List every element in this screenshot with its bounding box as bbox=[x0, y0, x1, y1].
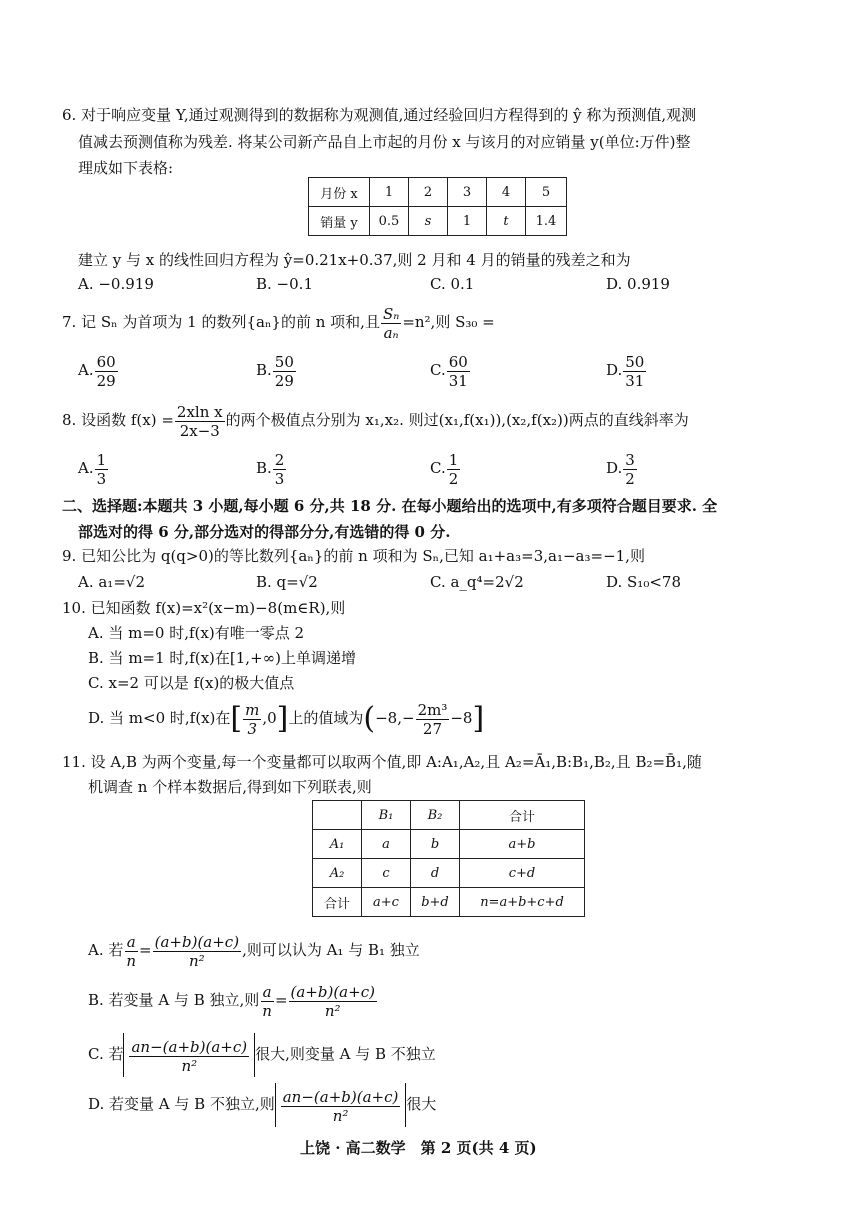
q8-frac-den: 2x−3 bbox=[179, 421, 220, 440]
q6-option-d: D. 0.919 bbox=[606, 275, 670, 293]
table-cell: B₁ bbox=[362, 801, 411, 830]
table-cell: 1 bbox=[370, 178, 409, 207]
q6-line1: 6. 对于响应变量 Y,通过观测得到的数据称为观测值,通过经验回归方程得到的 ŷ 称为预测值,观测 bbox=[62, 106, 697, 124]
q11-option-c bbox=[88, 1032, 436, 1077]
q11-d-text: D. 若变量 A 与 B 不独立,则 bbox=[88, 1095, 275, 1113]
q8-frac-num: 2xln x bbox=[176, 402, 223, 421]
table-cell: 2 bbox=[409, 178, 448, 207]
frac-den: 31 bbox=[448, 371, 468, 390]
option-label: A. bbox=[78, 459, 94, 477]
option-label: B. bbox=[256, 361, 272, 379]
option-label: A. bbox=[78, 361, 94, 379]
table-cell: c bbox=[362, 859, 411, 888]
q11-c-text: C. 若 bbox=[88, 1045, 124, 1063]
q11-c-text: 很大,则变量 A 与 B 不独立 bbox=[255, 1045, 436, 1063]
frac-num: 60 bbox=[96, 352, 116, 371]
frac-den: n bbox=[126, 951, 137, 970]
q7-frac-den: aₙ bbox=[383, 323, 399, 342]
q6-line2: 值减去预测值称为残差. 将某公司新产品自上市起的月份 x 与该月的对应销量 y(单位:万件)整 bbox=[78, 133, 691, 151]
q7-frac-num: Sₙ bbox=[382, 304, 400, 323]
frac-den: 3 bbox=[96, 469, 107, 488]
table-cell: 月份 x bbox=[309, 178, 370, 207]
q11-d-text: 很大 bbox=[406, 1095, 437, 1113]
table-cell: n=a+b+c+d bbox=[460, 888, 585, 917]
table-cell: 4 bbox=[487, 178, 526, 207]
frac-num: an−(a+b)(a+c) bbox=[282, 1087, 399, 1106]
q8-option-c bbox=[430, 448, 461, 488]
frac-num: 2 bbox=[274, 450, 285, 469]
table-cell: B₂ bbox=[411, 801, 460, 830]
table-row bbox=[309, 207, 567, 236]
q8-text-a: 8. 设函数 f(x) = bbox=[62, 411, 174, 429]
frac-num: a bbox=[262, 982, 272, 1001]
table-cell bbox=[313, 801, 362, 830]
q10-option-c: C. x=2 可以是 f(x)的极大值点 bbox=[88, 674, 295, 692]
q6-option-a: A. −0.919 bbox=[78, 275, 154, 293]
option-label: B. bbox=[256, 459, 272, 477]
equals-sign: = bbox=[139, 941, 152, 959]
q7-text-b: =n²,则 S₃₀ = bbox=[402, 313, 495, 331]
table-row bbox=[313, 888, 585, 917]
frac-num: 60 bbox=[448, 352, 468, 371]
q10-d-text: −8 bbox=[450, 709, 473, 727]
q9-option-d: D. S₁₀<78 bbox=[606, 573, 681, 591]
option-label: D. bbox=[606, 459, 623, 477]
q10-d-text: ,0 bbox=[262, 709, 277, 727]
frac-num: 50 bbox=[625, 352, 645, 371]
q10-d-text: D. 当 m<0 时,f(x)在 bbox=[88, 709, 231, 727]
frac-den: 2 bbox=[625, 469, 635, 488]
frac-den: 29 bbox=[96, 371, 116, 390]
table-cell: d bbox=[411, 859, 460, 888]
table-cell: 0.5 bbox=[370, 207, 409, 236]
q8-option-d bbox=[606, 448, 638, 488]
q7-option-a bbox=[78, 350, 119, 390]
page-footer: 上饶 · 高二数学 第 2 页(共 4 页) bbox=[300, 1139, 537, 1157]
q8-text-b: 的两个极值点分别为 x₁,x₂. 则过(x₁,f(x₁)),(x₂,f(x₂))两点的直线斜率为 bbox=[225, 411, 689, 429]
q11-option-a bbox=[88, 930, 420, 970]
q7-text-a: 7. 记 Sₙ 为首项为 1 的数列{aₙ}的前 n 项和,且 bbox=[62, 313, 380, 331]
q8-option-b bbox=[256, 448, 287, 488]
frac-den: n² bbox=[189, 951, 205, 970]
q10-d-text: 上的值域为 bbox=[288, 709, 364, 727]
frac-den: 2 bbox=[448, 469, 459, 488]
frac-den: n bbox=[262, 1001, 272, 1020]
table-cell: s bbox=[409, 207, 448, 236]
table-cell: b+d bbox=[411, 888, 460, 917]
frac-den: n² bbox=[332, 1106, 349, 1125]
q6-option-b: B. −0.1 bbox=[256, 275, 313, 293]
frac-num: 1 bbox=[96, 450, 107, 469]
section2-line2: 部选对的得 6 分,部分选对的得部分分,有选错的得 0 分. bbox=[78, 523, 451, 541]
table-cell: 合计 bbox=[313, 888, 362, 917]
frac-den: 3 bbox=[247, 719, 257, 738]
option-label: C. bbox=[430, 459, 446, 477]
q9-option-b: B. q=√2 bbox=[256, 573, 318, 591]
q6-line4: 建立 y 与 x 的线性回归方程为 ŷ=0.21x+0.37,则 2 月和 4 月的销量的残差之和为 bbox=[78, 251, 631, 269]
q7-option-b bbox=[256, 350, 297, 390]
q11-a-text: ,则可以认为 A₁ 与 B₁ 独立 bbox=[242, 941, 420, 959]
q11-option-b bbox=[88, 980, 378, 1020]
table-cell: 销量 y bbox=[309, 207, 370, 236]
frac-num: 50 bbox=[274, 352, 294, 371]
q11-a-text: A. 若 bbox=[88, 941, 124, 959]
table-cell: 3 bbox=[448, 178, 487, 207]
frac-den: 29 bbox=[274, 371, 294, 390]
frac-den: 27 bbox=[422, 719, 442, 738]
frac-den: n² bbox=[324, 1001, 341, 1020]
q6-line3: 理成如下表格: bbox=[78, 159, 174, 177]
table-cell: 1 bbox=[448, 207, 487, 236]
q11-option-d bbox=[88, 1082, 436, 1127]
q10-option-b: B. 当 m=1 时,f(x)在[1,+∞)上单调递增 bbox=[88, 649, 356, 667]
option-label: C. bbox=[430, 361, 446, 379]
q7-fraction bbox=[381, 305, 401, 342]
table-cell: A₁ bbox=[313, 830, 362, 859]
table-cell: a+b bbox=[460, 830, 585, 859]
q11-table bbox=[312, 800, 585, 917]
frac-den: 31 bbox=[625, 371, 645, 390]
q6-table bbox=[308, 177, 567, 236]
table-cell: A₂ bbox=[313, 859, 362, 888]
equals-sign: = bbox=[274, 991, 288, 1009]
frac-den: n² bbox=[181, 1056, 198, 1075]
table-row bbox=[313, 830, 585, 859]
q10-option-a: A. 当 m=0 时,f(x)有唯一零点 2 bbox=[88, 624, 305, 642]
frac-num: an−(a+b)(a+c) bbox=[131, 1037, 248, 1056]
q7-option-d bbox=[606, 350, 647, 390]
frac-num: (a+b)(a+c) bbox=[154, 932, 240, 951]
table-cell: a+c bbox=[362, 888, 411, 917]
q9-stem: 9. 已知公比为 q(q>0)的等比数列{aₙ}的前 n 项和为 Sₙ,已知 a₁+a₃=3,a₁−a₃=−1,则 bbox=[62, 547, 645, 565]
q9-option-c: C. a_q⁴=2√2 bbox=[430, 573, 524, 591]
frac-num: 3 bbox=[625, 450, 635, 469]
frac-num: 1 bbox=[448, 450, 459, 469]
option-label: D. bbox=[606, 361, 623, 379]
frac-num: (a+b)(a+c) bbox=[290, 982, 375, 1001]
table-cell: c+d bbox=[460, 859, 585, 888]
q11-b-text: B. 若变量 A 与 B 独立,则 bbox=[88, 991, 260, 1009]
q10-d-text: −8,− bbox=[375, 709, 415, 727]
q7-stem bbox=[62, 302, 495, 342]
section2-line1: 二、选择题:本题共 3 小题,每小题 6 分,共 18 分. 在每小题给出的选项中,有多项符合题目要求. 全 bbox=[62, 497, 718, 515]
q8-option-a bbox=[78, 448, 109, 488]
frac-num: m bbox=[245, 700, 260, 719]
table-cell: t bbox=[487, 207, 526, 236]
table-cell: 5 bbox=[526, 178, 567, 207]
q11-line1: 11. 设 A,B 为两个变量,每一个变量都可以取两个值,即 A:A₁,A₂,且 A₂=Ā₁,B:B₁,B₂,且 B₂=B̄₁,随 bbox=[62, 753, 702, 771]
frac-num: 2m³ bbox=[417, 700, 448, 719]
q6-option-c: C. 0.1 bbox=[430, 275, 475, 293]
table-cell: 合计 bbox=[460, 801, 585, 830]
table-cell: 1.4 bbox=[526, 207, 567, 236]
q11-line2: 机调查 n 个样本数据后,得到如下列联表,则 bbox=[88, 778, 372, 796]
q10-stem: 10. 已知函数 f(x)=x²(x−m)−8(m∈R),则 bbox=[62, 599, 346, 617]
table-cell: a bbox=[362, 830, 411, 859]
q8-stem bbox=[62, 400, 689, 440]
table-row bbox=[313, 801, 585, 830]
frac-num: a bbox=[126, 932, 136, 951]
q7-option-c bbox=[430, 350, 471, 390]
q9-option-a: A. a₁=√2 bbox=[78, 573, 145, 591]
table-row bbox=[309, 178, 567, 207]
table-row bbox=[313, 859, 585, 888]
frac-den: 3 bbox=[274, 469, 285, 488]
q10-option-d: D. 当 m<0 时,f(x)在[ $\frac{m}{3}$ ,0]上的值域为(−8,− $\frac{\text{2m³}}{27}$ −8] bbox=[88, 700, 485, 738]
table-cell: b bbox=[411, 830, 460, 859]
